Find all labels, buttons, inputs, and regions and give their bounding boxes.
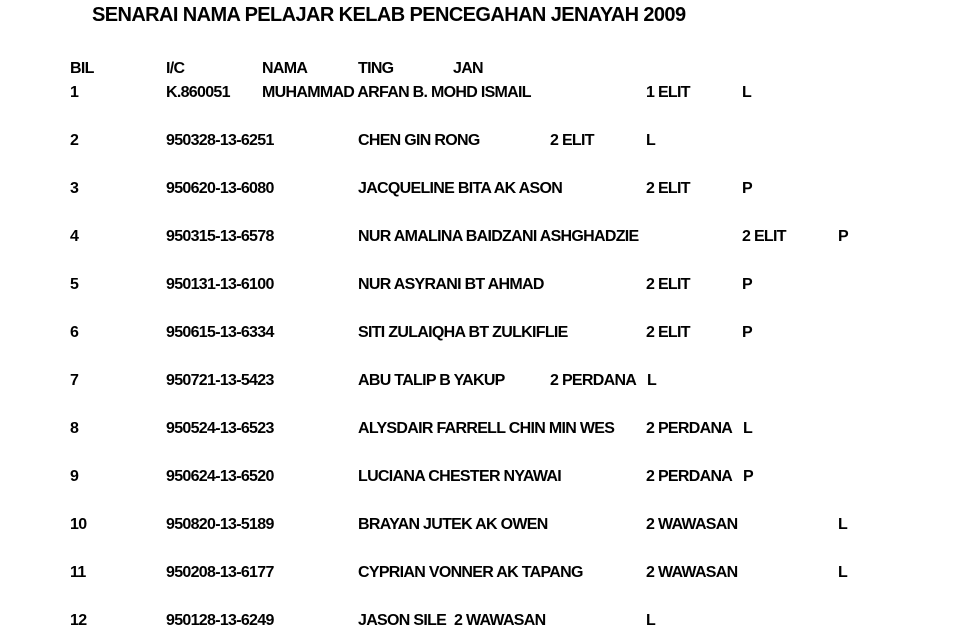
row-ting: 2 ELIT (550, 132, 594, 149)
row-ting: 1 ELIT (646, 84, 690, 101)
row-name: NUR ASYRANI BT AHMAD (358, 276, 544, 293)
header-ic: I/C (166, 60, 185, 77)
document-title: SENARAI NAMA PELAJAR KELAB PENCEGAHAN JENAYAH 2009 (92, 4, 686, 26)
row-jan: P (742, 276, 752, 293)
row-bil: 8 (70, 420, 79, 437)
row-name: CHEN GIN RONG (358, 132, 480, 149)
row-jan: P (742, 324, 752, 341)
row-name: JASON SILE (358, 612, 447, 629)
row-bil: 5 (70, 276, 79, 293)
row-ting: 2 PERDANA (646, 420, 733, 437)
row-ting: 2 ELIT (742, 228, 786, 245)
row-bil: 4 (70, 228, 79, 245)
row-name: CYPRIAN VONNER AK TAPANG (358, 564, 583, 581)
row-ic: 950820-13-5189 (166, 516, 274, 533)
row-ic: 950620-13-6080 (166, 180, 274, 197)
row-ic: K.860051 (166, 84, 230, 101)
header-jan: JAN (453, 60, 483, 77)
row-jan: L (743, 420, 753, 437)
row-name: JACQUELINE BITA AK ASON (358, 180, 563, 197)
row-ic: 950524-13-6523 (166, 420, 274, 437)
row-name: NUR AMALINA BAIDZANI ASHGHADZIE (358, 228, 639, 245)
row-bil: 9 (70, 468, 79, 485)
row-jan: P (838, 228, 848, 245)
row-ic: 950328-13-6251 (166, 132, 274, 149)
row-jan: L (838, 564, 848, 581)
row-ic: 950208-13-6177 (166, 564, 274, 581)
row-ic: 950721-13-5423 (166, 372, 274, 389)
row-bil: 6 (70, 324, 79, 341)
row-ting: 2 WAWASAN (646, 516, 738, 533)
row-bil: 11 (70, 564, 86, 581)
row-bil: 7 (70, 372, 79, 389)
header-ting: TING (358, 60, 394, 77)
header-nama: NAMA (262, 60, 308, 77)
row-ic: 950615-13-6334 (166, 324, 274, 341)
row-ic: 950315-13-6578 (166, 228, 274, 245)
row-ic: 950128-13-6249 (166, 612, 274, 629)
row-ting: 2 WAWASAN (454, 612, 546, 629)
row-jan: L (647, 372, 657, 389)
row-ting: 2 PERDANA (550, 372, 637, 389)
row-name: ABU TALIP B YAKUP (358, 372, 505, 389)
row-jan: L (646, 612, 656, 629)
header-bil: BIL (70, 60, 94, 77)
row-jan: P (743, 468, 753, 485)
row-jan: P (742, 180, 752, 197)
row-bil: 3 (70, 180, 79, 197)
row-ting: 2 PERDANA (646, 468, 733, 485)
row-bil: 1 (70, 84, 79, 101)
row-bil: 2 (70, 132, 79, 149)
row-ting: 2 ELIT (646, 324, 690, 341)
row-ic: 950624-13-6520 (166, 468, 274, 485)
row-jan: L (742, 84, 752, 101)
row-name: SITI ZULAIQHA BT ZULKIFLIE (358, 324, 568, 341)
row-jan: L (838, 516, 848, 533)
row-ting: 2 ELIT (646, 180, 690, 197)
row-ic: 950131-13-6100 (166, 276, 274, 293)
row-ting: 2 WAWASAN (646, 564, 738, 581)
row-name: ALYSDAIR FARRELL CHIN MIN WES (358, 420, 615, 437)
row-ting: 2 ELIT (646, 276, 690, 293)
row-bil: 12 (70, 612, 87, 629)
row-bil: 10 (70, 516, 87, 533)
row-name: LUCIANA CHESTER NYAWAI (358, 468, 561, 485)
row-name: MUHAMMAD ARFAN B. MOHD ISMAIL (262, 84, 531, 101)
row-name: BRAYAN JUTEK AK OWEN (358, 516, 548, 533)
row-jan: L (646, 132, 656, 149)
